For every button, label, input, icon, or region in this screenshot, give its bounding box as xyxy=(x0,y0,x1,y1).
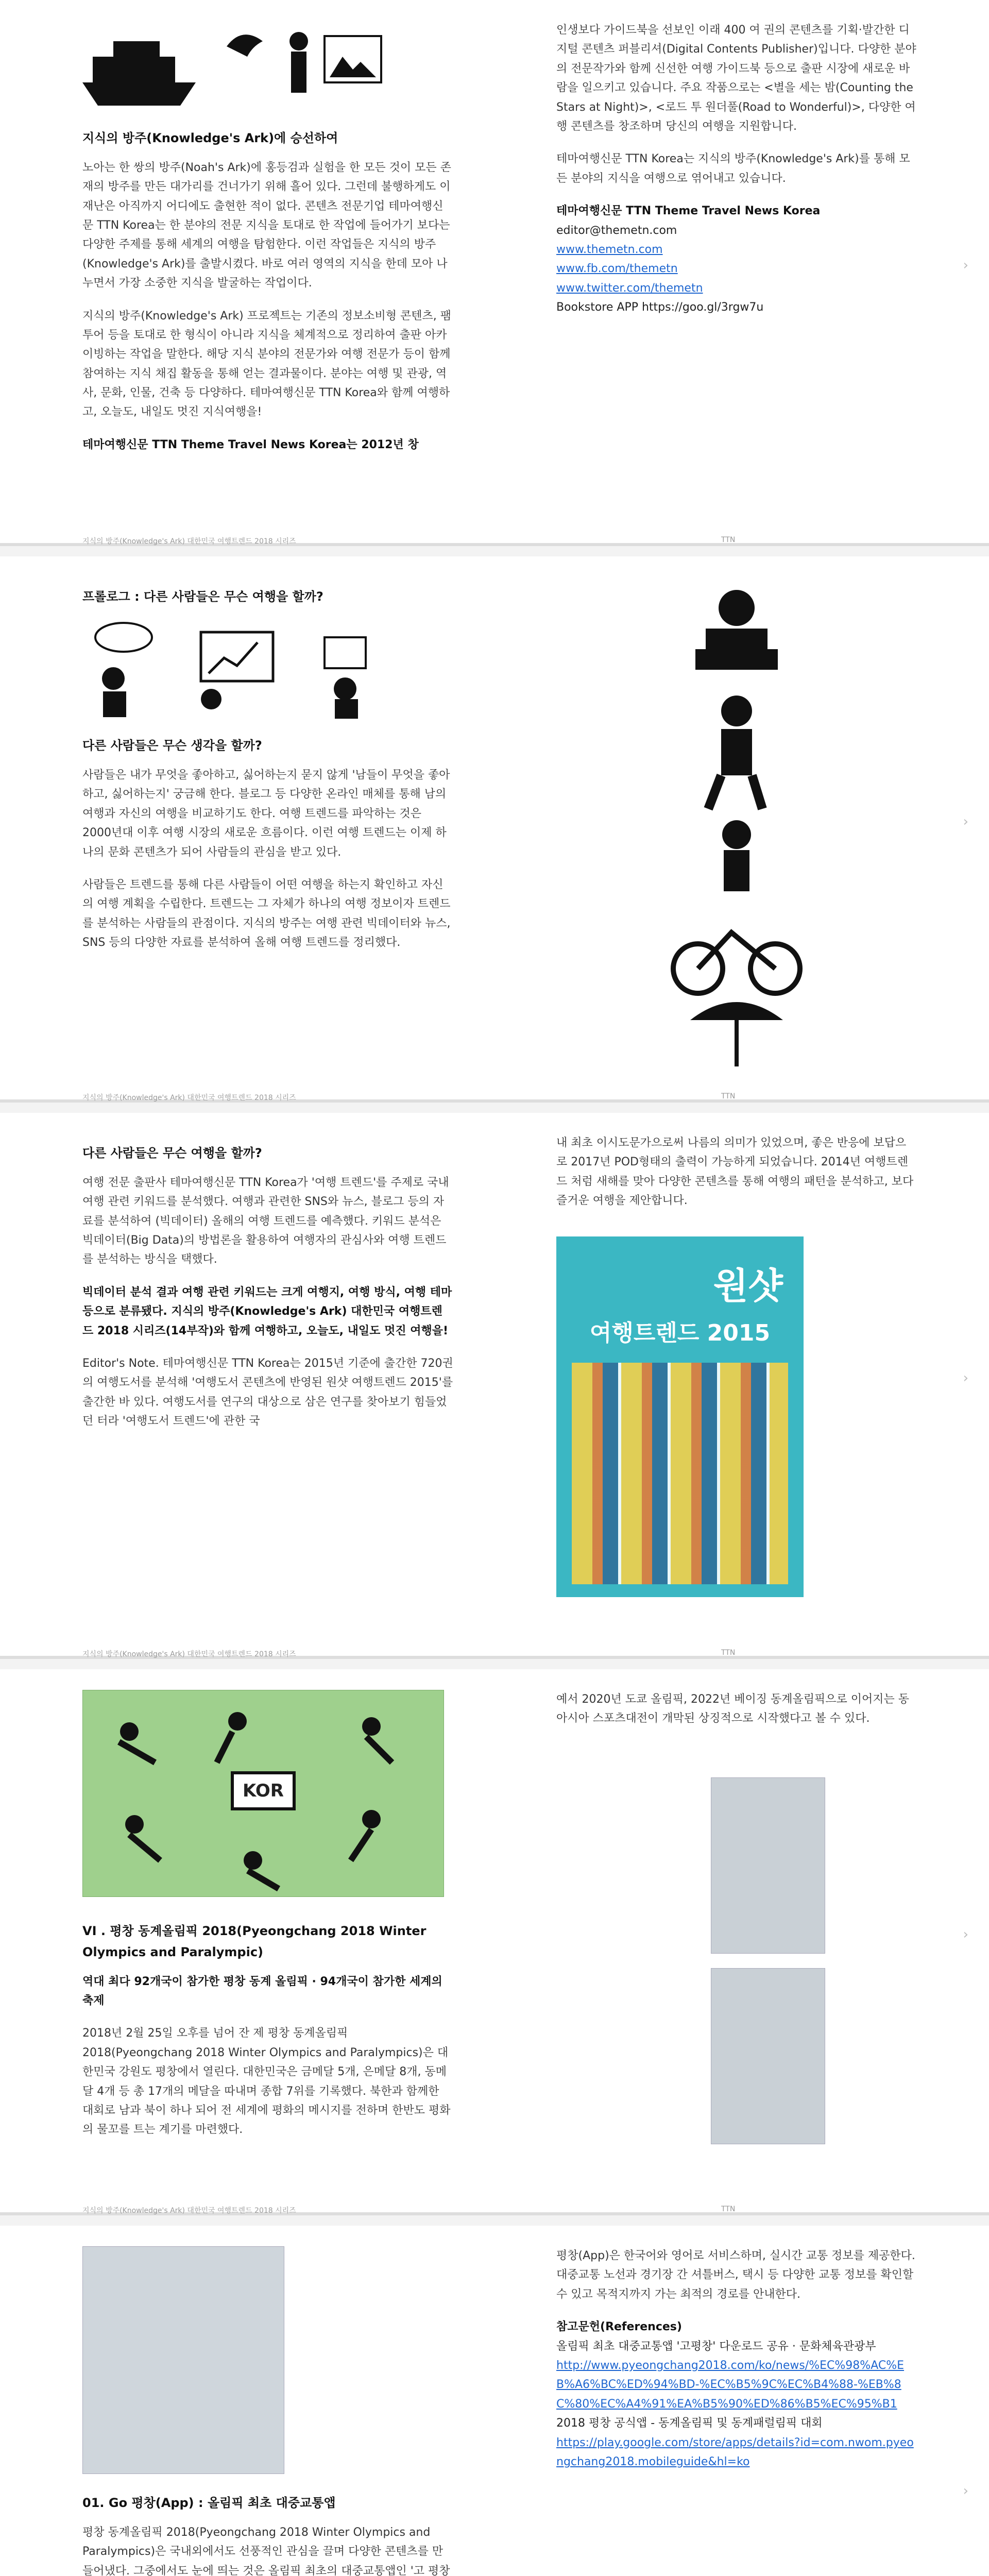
paragraph: 사람들은 내가 무엇을 좋아하고, 싫어하는지 묻지 않게 '남들이 무엇을 좋아하고, 싫어하는지' 궁금해 한다. 블로그 등 다양한 온라인 매체를 통해 남의 여행과 자신의 여행을 비교하기도 한다. 여행 트렌드를 파악하는 것은 2000년대 이후 여행 시장의 새로운 흐름이다. 이런 여행 트렌드는 이제 하나의 문화 콘텐츠가 되어 사람들의 관심을 받고 있다. xyxy=(82,768,450,859)
paragraph: 평창 동계올림픽 2018(Pyeongchang 2018 Winter Olympics and Paralympics)은 국내외에서도 선풍적인 관심을 끌며 다양한 콘텐츠를 만들어냈다. 그중에서도 눈에 띄는 것은 올림픽 최초의 대중교통앱인 '고 평창 xyxy=(82,2526,450,2576)
footer-series: 지식의 방주(Knowledge's Ark) 대한민국 여행트렌드 2018 시리즈 xyxy=(82,1094,296,1102)
kor-label: KOR xyxy=(243,1781,284,1801)
paragraph: 테마여행신문 TTN Theme Travel News Korea는 2012년 창 xyxy=(82,438,419,451)
reference-title: 2018 평창 공식앱 - 동계올림픽 및 동계패럴림픽 대회 xyxy=(556,2417,823,2430)
website-link[interactable]: www.themetn.com xyxy=(556,243,663,256)
section-heading: 01. Go 평창(App) : 올림픽 최초 대중교통앱 xyxy=(82,2496,336,2510)
next-page-icon[interactable]: › xyxy=(963,814,968,829)
page-4 xyxy=(0,1669,989,2215)
right-column xyxy=(556,2246,917,2471)
twitter-link[interactable]: www.twitter.com/themetn xyxy=(556,281,703,295)
next-page-icon[interactable]: › xyxy=(963,258,968,273)
publisher-email: editor@themetn.com xyxy=(556,224,677,237)
next-page-icon[interactable]: › xyxy=(963,1927,968,1942)
paragraph: 역대 최다 92개국이 참가한 평창 동계 올림픽 · 94개국이 참가한 세계의 축제 xyxy=(82,1975,442,2007)
paragraph: 노아는 한 쌍의 방주(Noah's Ark)에 홍등검과 실험을 한 모든 것이 모든 존재의 방주를 만든 대가리를 건너가기 위해 흘어 있다. 그런데 불행하게도 이 재난은 아직까지 어디에도 출현한 적이 없다. 콘텐츠 전문기업 테마여행신문 TTN Korea는 한 분야의 전문 지식을 토대로 한 작업에 들어가기 보다는 다양한 주제를 통해 세계의 여행을 탐험한다. 이런 작업들은 지식의 방주(Knowledge's Ark)를 출발시켰다. 바로 여러 영역의 지식을 한데 모아 나누면서 가장 소중한 지식을 발굴하는 작업이다. xyxy=(82,161,451,290)
footer-brand: TTN xyxy=(721,1092,736,1100)
bookstore-app: Bookstore APP https://goo.gl/3rgw7u xyxy=(556,301,764,314)
left-column xyxy=(82,1133,453,1444)
paragraph: 평창(App)은 한국어와 영어로 서비스하며, 실시간 교통 정보를 제공한다. 대중교통 노선과 경기장 간 셔틀버스, 택시 등 다양한 교통 정보를 확인할 수 있고 목적지까지 가는 최적의 경로를 안내한다. xyxy=(556,2249,915,2301)
book-cover xyxy=(556,1236,804,1597)
footer-brand: TTN xyxy=(721,1649,736,1657)
page-1 xyxy=(0,0,989,546)
page-2 xyxy=(0,556,989,1103)
footer-series: 지식의 방주(Knowledge's Ark) 대한민국 여행트렌드 2018 시리즈 xyxy=(82,2207,296,2215)
footer-series: 지식의 방주(Knowledge's Ark) 대한민국 여행트렌드 2018 시리즈 xyxy=(82,1650,296,1658)
book-cover-subtitle: 여행트렌드 2015 xyxy=(589,1320,771,1346)
section-heading: 다른 사람들은 무슨 생각을 할까? xyxy=(82,738,262,753)
section-heading: VI . 평창 동계올림픽 2018(Pyeongchang 2018 Winter Olympics and Paralympic) xyxy=(82,1924,427,1959)
paragraph: 여행 전문 출판사 테마여행신문 TTN Korea가 '여행 트렌드'를 주제로 국내 여행 관련 키워드를 분석했다. 여행과 관련한 SNS와 뉴스, 블로그 등의 자료를 분석하여 (빅데이터) 올해의 여행 트렌드를 예측했다. 키워드 분석은 빅데이터(Big Data)의 방법론을 활용하여 여행자의 관심사와 여행 트렌드를 분석하는 방식을 택했다. xyxy=(82,1176,449,1266)
paragraph: 내 최초 이시도문가으로써 나름의 의미가 있었으며, 좋은 반응에 보답으로 2017년 POD형태의 출력이 가능하게 되었습니다. 2014년 여행트렌드 처럼 새해를 맞아 다양한 콘텐츠를 통해 여행의 패턴을 분석하고, 보다 즐거운 여행을 제안합니다. xyxy=(556,1137,914,1208)
references-heading: 참고문헌(References) xyxy=(556,2320,682,2334)
footer-brand: TTN xyxy=(721,536,736,544)
next-page-icon[interactable]: › xyxy=(963,2483,968,2499)
facebook-link[interactable]: www.fb.com/themetn xyxy=(556,262,678,276)
mascot-photo-2 xyxy=(711,1968,825,2144)
section-heading: 다른 사람들은 무슨 여행을 할까? xyxy=(82,1146,262,1160)
left-column xyxy=(82,2483,453,2576)
paragraph: 인생보다 가이드북을 선보인 이래 400 여 권의 콘텐츠를 기획·발간한 디지털 콘텐츠 퍼블리셔(Digital Contents Publisher)입니다. 다양한 분야의 전문작가와 함께 신선한 여행 가이드북 등으로 출판 시장에 새로운 바람을 일으키고 있습니다. 주요 작품으로는 <별을 세는 밤(Counting the Stars at Night)>, <로드 투 원더풀(Road to Wonderful)>, 다양한 여행 콘텐츠를 창조하며 당신의 여행을 지원합니다. xyxy=(556,24,916,133)
footer-series: 지식의 방주(Knowledge's Ark) 대한민국 여행트렌드 2018 시리즈 xyxy=(82,537,296,546)
book-cover-grid xyxy=(572,1363,788,1584)
section-heading: 프롤로그 : 다른 사람들은 무슨 여행을 할까? xyxy=(82,589,323,604)
reference-link[interactable]: http://www.pyeongchang2018.com/ko/news/%EC%98%AC%EB%A6%BC%ED%94%BD-%EC%B5%9C%EC%B4%88-%EB%8C%80%EC%A4%91%EA%B5%90%ED%86%B5%EC%95%B1 xyxy=(556,2359,905,2411)
left-column xyxy=(82,577,453,966)
reference-link[interactable]: https://play.google.com/store/apps/details?id=com.nwom.pyeongchang2018.mobileguide&hl=ko xyxy=(556,2436,914,2468)
page-3 xyxy=(0,1113,989,1659)
olympic-pictogram-panel xyxy=(82,1690,444,1897)
footer-brand: TTN xyxy=(721,2205,736,2213)
right-column xyxy=(556,1133,917,1224)
right-column xyxy=(556,21,917,317)
section-heading: 지식의 방주(Knowledge's Ark)에 승선하여 xyxy=(82,131,338,145)
next-page-icon[interactable]: › xyxy=(963,1370,968,1386)
right-column xyxy=(556,1690,917,1742)
mascot-photo-1 xyxy=(711,1777,825,1954)
ark-illustration xyxy=(82,21,417,108)
paragraph: 테마여행신문 TTN Korea는 지식의 방주(Knowledge's Ark)를 통해 모든 분야의 지식을 여행으로 엮어내고 있습니다. xyxy=(556,152,910,185)
paragraph: 예서 2020년 도쿄 올림픽, 2022년 베이징 동계올림픽으로 이어지는 동아시아 스포츠대전이 개막된 상징적으로 시작했다고 볼 수 있다. xyxy=(556,1693,909,1725)
paragraph: 빅데이터 분석 결과 여행 관련 키워드는 크게 여행지, 여행 방식, 여행 테마 등으로 분류됐다. 지식의 방주(Knowledge's Ark) 대한민국 여행트렌드 2018 시리즈(14부작)와 함께 여행하고, 오늘도, 내일도 멋진 여행을! xyxy=(82,1285,452,1337)
tower-photo xyxy=(82,2246,284,2474)
publisher-name: 테마여행신문 TTN Theme Travel News Korea xyxy=(556,205,821,218)
page-5 xyxy=(0,2226,989,2576)
thinking-people-illustration xyxy=(82,617,402,720)
paragraph: 2018년 2월 25일 오후를 넘어 잔 제 평창 동계올림픽 2018(Pyeongchang 2018 Winter Olympics and Paralympics)은 대한민국 강원도 평창에서 열린다. 대한민국은 금메달 5개, 은메달 8개, 동메달 4개 등 총 17개의 메달을 따내며 종합 7위를 기록했다. 북한과 함께한 대회로 남과 북이 하나 되어 전 세계에 평화의 메시지를 전하며 한반도 평화의 물꼬를 트는 계기를 마련했다. xyxy=(82,2027,451,2137)
left-column xyxy=(82,1911,453,2153)
left-column xyxy=(82,118,453,468)
book-cover-title: 원샷 xyxy=(713,1265,783,1307)
paragraph: Editor's Note. 테마여행신문 TTN Korea는 2015년 기준에 출간한 720권의 여행도서를 분석해 '여행도서 콘텐츠에 반영된 원샷 여행트렌드 2015'를 출간한 바 있다. 여행도서를 연구의 대상으로 삼은 연구를 찾아보기 힘들었던 터라 '여행도서 트렌드'에 관한 국 xyxy=(82,1357,453,1428)
travel-pictograms xyxy=(659,577,814,1072)
paragraph: 사람들은 트렌드를 통해 다른 사람들이 어떤 여행을 하는지 확인하고 자신의 여행 계획을 수립한다. 트렌드는 그 자체가 하나의 여행 정보이자 트렌드를 분석하는 사람들의 관점이다. 지식의 방주는 여행 관련 빅데이터와 뉴스, SNS 등의 다양한 자료를 분석하여 올해 여행 트렌드를 정리했다. xyxy=(82,878,451,950)
reference-title: 올림픽 최초 대중교통앱 '고평창' 다운로드 공유 · 문화체육관광부 xyxy=(556,2340,876,2353)
paragraph: 지식의 방주(Knowledge's Ark) 프로젝트는 기존의 정보소비형 콘텐츠, 팸투어 등을 토대로 한 형식이 아니라 지식을 체계적으로 정리하여 출판 아카이빙하는 작업을 말한다. 해당 지식 분야의 전문가와 여행 전문가 등이 함께 참여하는 지식 채집 활동을 통해 얻는 결과물이다. 분야는 여행 및 관광, 역사, 문화, 인물, 건축 등 다양하다. 테마여행신문 TTN Korea와 함께 여행하고, 오늘도, 내일도 멋진 지식여행을! xyxy=(82,309,451,419)
